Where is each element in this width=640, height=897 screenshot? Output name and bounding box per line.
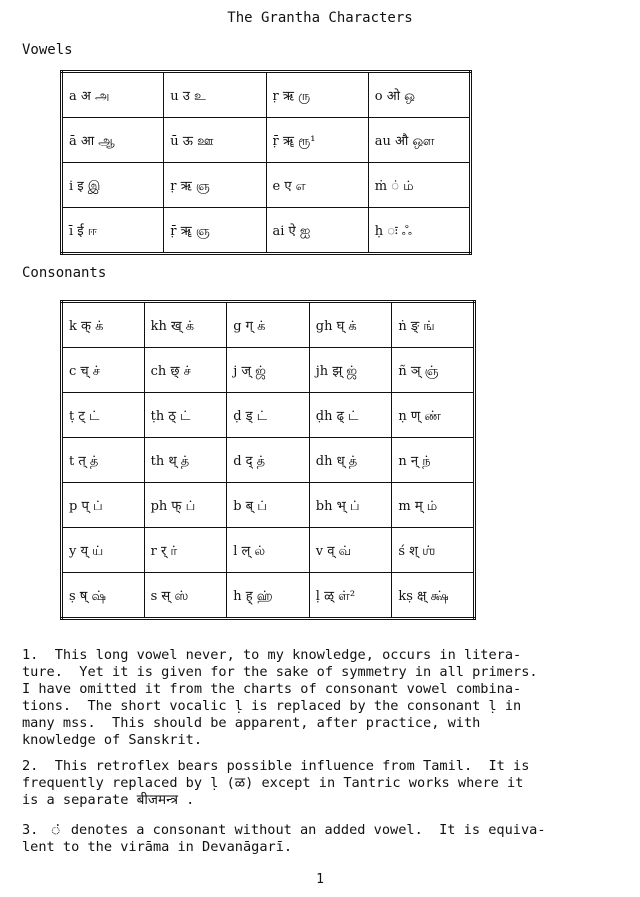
consonant-cell: k क् க் <box>62 302 145 348</box>
consonant-row <box>62 438 475 483</box>
consonant-cell: kṣ क्ष् க்ஷ் <box>392 573 475 619</box>
consonant-cell: s स् ஸ் <box>144 573 227 619</box>
consonant-cell: th थ् த் <box>144 438 227 483</box>
consonant-cell: j ज् ஜ் <box>227 348 310 393</box>
vowel-cell: ṁ ं ம் <box>368 163 470 208</box>
consonant-cell: kh ख् க் <box>144 302 227 348</box>
page-number: 1 <box>316 872 324 887</box>
vowel-row <box>62 208 471 254</box>
consonant-cell: bh भ् ப் <box>309 483 392 528</box>
consonant-cell: ś श् ஶ் <box>392 528 475 573</box>
consonant-row <box>62 483 475 528</box>
consonant-cell: l ल् ல் <box>227 528 310 573</box>
consonants-heading: Consonants <box>22 265 107 281</box>
footnote-3: 3. ் denotes a consonant without an added vowel. It is equiva- lent to the virāma in Devanāgarī. <box>22 822 546 855</box>
vowels-table <box>60 70 472 255</box>
consonant-cell: t त् த் <box>62 438 145 483</box>
consonant-cell: ḷ ळ् ள்² <box>309 573 392 619</box>
vowel-cell: ḥ ः ஃ <box>368 208 470 254</box>
vowel-row <box>62 72 471 118</box>
vowel-row <box>62 118 471 163</box>
vowel-cell: ī ई ஈ <box>62 208 164 254</box>
consonant-cell: v व् வ் <box>309 528 392 573</box>
consonant-row <box>62 393 475 438</box>
consonants-table <box>60 300 476 620</box>
vowel-row <box>62 163 471 208</box>
consonant-cell: y य् ய் <box>62 528 145 573</box>
vowel-cell: u उ உ <box>164 72 266 118</box>
consonant-cell: ṭh ठ् ட் <box>144 393 227 438</box>
footnote-2: 2. This retroflex bears possible influence from Tamil. It is frequently replaced by ḷ (ळ) except in Tantric works where it is a separate बीजमन्त्र . <box>22 758 530 808</box>
consonant-cell: p प् ப் <box>62 483 145 528</box>
consonant-cell: ph फ् ப் <box>144 483 227 528</box>
vowels-heading: Vowels <box>22 42 73 58</box>
consonant-cell: c च् ச் <box>62 348 145 393</box>
vowel-cell: a अ அ <box>62 72 164 118</box>
vowel-cell: ṝ ॠ ஞ <box>164 208 266 254</box>
vowel-cell: ai ऐ ஐ <box>266 208 368 254</box>
consonant-cell: ṣ ष् ஷ் <box>62 573 145 619</box>
consonant-cell: ñ ञ् ஞ் <box>392 348 475 393</box>
footnote-1: 1. This long vowel never, to my knowledge, occurs in litera- ture. Yet it is given for the sake of symmetry in all primers. I have omitted it from the charts of consonant vowel combina- tions. The short vocalic ḷ is replaced by the consonant ḷ in many mss. This should be apparent, after practice, with knowledge of Sanskrit. <box>22 647 538 748</box>
vowel-cell: ṛ ऋ ஞ <box>164 163 266 208</box>
consonant-cell: ṭ ट् ட் <box>62 393 145 438</box>
consonant-cell: m म् ம் <box>392 483 475 528</box>
vowel-cell: ṝ ॠ ரூ¹ <box>266 118 368 163</box>
consonant-row <box>62 348 475 393</box>
vowel-cell: i इ இ <box>62 163 164 208</box>
consonant-cell: gh घ् க் <box>309 302 392 348</box>
consonant-cell: g ग् க் <box>227 302 310 348</box>
vowel-cell: ū ऊ ஊ <box>164 118 266 163</box>
consonant-cell: b ब् ப் <box>227 483 310 528</box>
consonant-cell: dh ध् த் <box>309 438 392 483</box>
vowel-cell: o ओ ஒ <box>368 72 470 118</box>
consonant-cell: ṇ ण् ண் <box>392 393 475 438</box>
consonant-row <box>62 528 475 573</box>
consonant-cell: ḍh ढ् ட் <box>309 393 392 438</box>
page-title: The Grantha Characters <box>227 10 413 26</box>
consonant-cell: ḍ ड् ட் <box>227 393 310 438</box>
vowel-cell: au औ ஔ <box>368 118 470 163</box>
consonant-row <box>62 573 475 619</box>
consonant-cell: d द् த் <box>227 438 310 483</box>
consonant-cell: h ह् ஹ் <box>227 573 310 619</box>
consonant-cell: ch छ् ச் <box>144 348 227 393</box>
consonant-cell: jh झ् ஜ் <box>309 348 392 393</box>
vowel-cell: e ए எ <box>266 163 368 208</box>
consonant-row <box>62 302 475 348</box>
vowel-cell: ā आ ஆ <box>62 118 164 163</box>
consonant-cell: ṅ ङ् ங் <box>392 302 475 348</box>
consonant-cell: r र् ர் <box>144 528 227 573</box>
vowel-cell: ṛ ऋ ரு <box>266 72 368 118</box>
consonant-cell: n न् ந் <box>392 438 475 483</box>
